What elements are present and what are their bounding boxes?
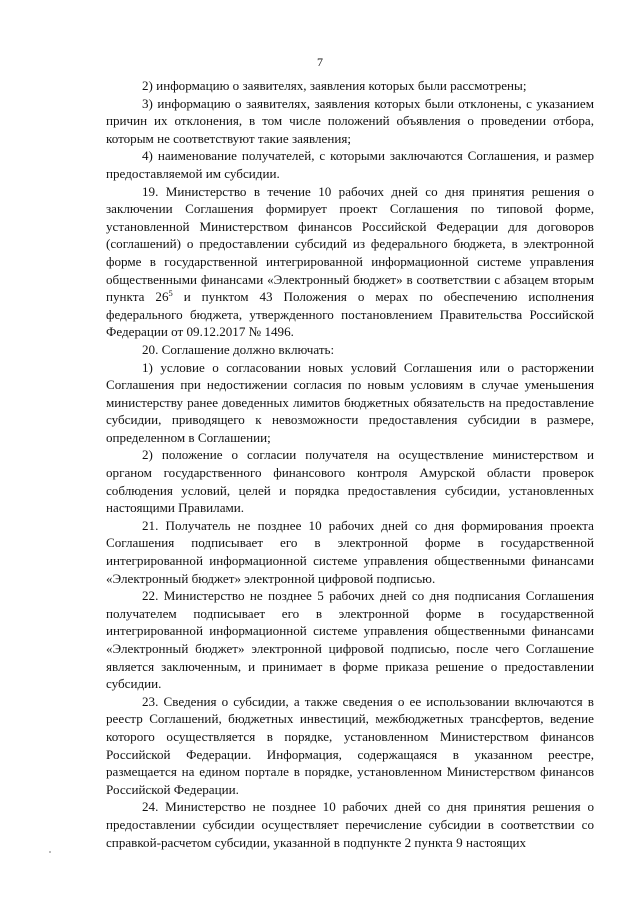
paragraph-clause-24: 24. Министерство не позднее 10 рабочих дней со дня принятия решения о предоставлении субсидии осуществляет перечисление субсидии в соответствии со справкой-расчетом субсидии, указанной в подпункте 2 пункта 9 настоящих	[106, 799, 594, 850]
paragraph-clause-22: 22. Министерство не позднее 5 рабочих дней со дня подписания Соглашения получателем подписывает его в электронной форме в государственной интегрированной информационной системе управления общественными финансами «Электронный бюджет» электронной цифровой подписью, после чего Соглашение является заключенным, и принимает в форме приказа решение о предоставлении субсидии.	[106, 588, 594, 692]
page-number: 7	[317, 55, 323, 69]
paragraph-clause-21: 21. Получатель не позднее 10 рабочих дней со дня формирования проекта Соглашения подписывает его в электронной форме в государственной интегрированной информационной системе управления общественными финансами «Электронный бюджет» электронной цифровой подписью.	[106, 517, 594, 586]
paragraph-clause-20: 20. Соглашение должно включать:	[142, 341, 335, 357]
clause-19-text-end: и пунктом 43 Положения о мерах по обеспечению исполнения федерального бюджета, утвержденного постановлением Правительства Российской Федерации от 09.12.2017 № 1496.	[106, 289, 594, 340]
paragraph-clause-20-item-2: 2) положение о согласии получателя на осуществление министерством и органом государственного финансового контроля Амурской области проверок соблюдения условий, целей и порядка предоставления субсидии, установленных настоящими Правилами.	[106, 447, 594, 516]
scan-speck	[49, 851, 51, 853]
paragraph-clause-20-item-1: 1) условие о согласовании новых условий Соглашения или о расторжении Соглашения при недостижении согласия по новым условиям в случае уменьшения министерству ранее доведенных лимитов бюджетных обязательств на предоставление субсидии, приводящего к невозможности предоставления субсидии в размере, определенном в Соглашении;	[106, 359, 594, 445]
document-body	[106, 77, 594, 851]
paragraph-clause-19	[106, 183, 594, 341]
clause-19-superscript: 5	[168, 288, 173, 299]
clause-19-text-start: 19. Министерство в течение 10 рабочих дней со дня принятия решения о заключении Соглашения формирует проект Соглашения по типовой форме, установленной Министерством финансов Российской Федерации для договоров (соглашений) о предоставлении субсидий из федерального бюджета, в электронной форме в государственной интегрированной информационной системе управления общественными финансами «Электронный бюджет» в соответствии с абзацем вторым пункта 26	[106, 183, 594, 305]
paragraph-item-3-applicants-rejected: 3) информацию о заявителях, заявления которых были отклонены, с указанием причин их отклонения, в том числе положений объявления о проведении отбора, которым не соответствуют такие заявления;	[106, 95, 594, 146]
paragraph-item-4-recipients: 4) наименование получателей, с которыми заключаются Соглашения, и размер предоставляемой им субсидии.	[106, 148, 594, 181]
paragraph-item-2-applicants-reviewed: 2) информацию о заявителях, заявления которых были рассмотрены;	[142, 78, 527, 93]
paragraph-clause-23: 23. Сведения о субсидии, а также сведения о ее использовании включаются в реестр Соглашений, бюджетных инвестиций, межбюджетных трансфертов, ведение которого осуществляется в порядке, установленном Министерством финансов Российской Федерации. Информация, содержащаяся в указанном реестре, размещается на едином портале в порядке, установленном Министерством финансов Российской Федерации.	[106, 693, 594, 797]
